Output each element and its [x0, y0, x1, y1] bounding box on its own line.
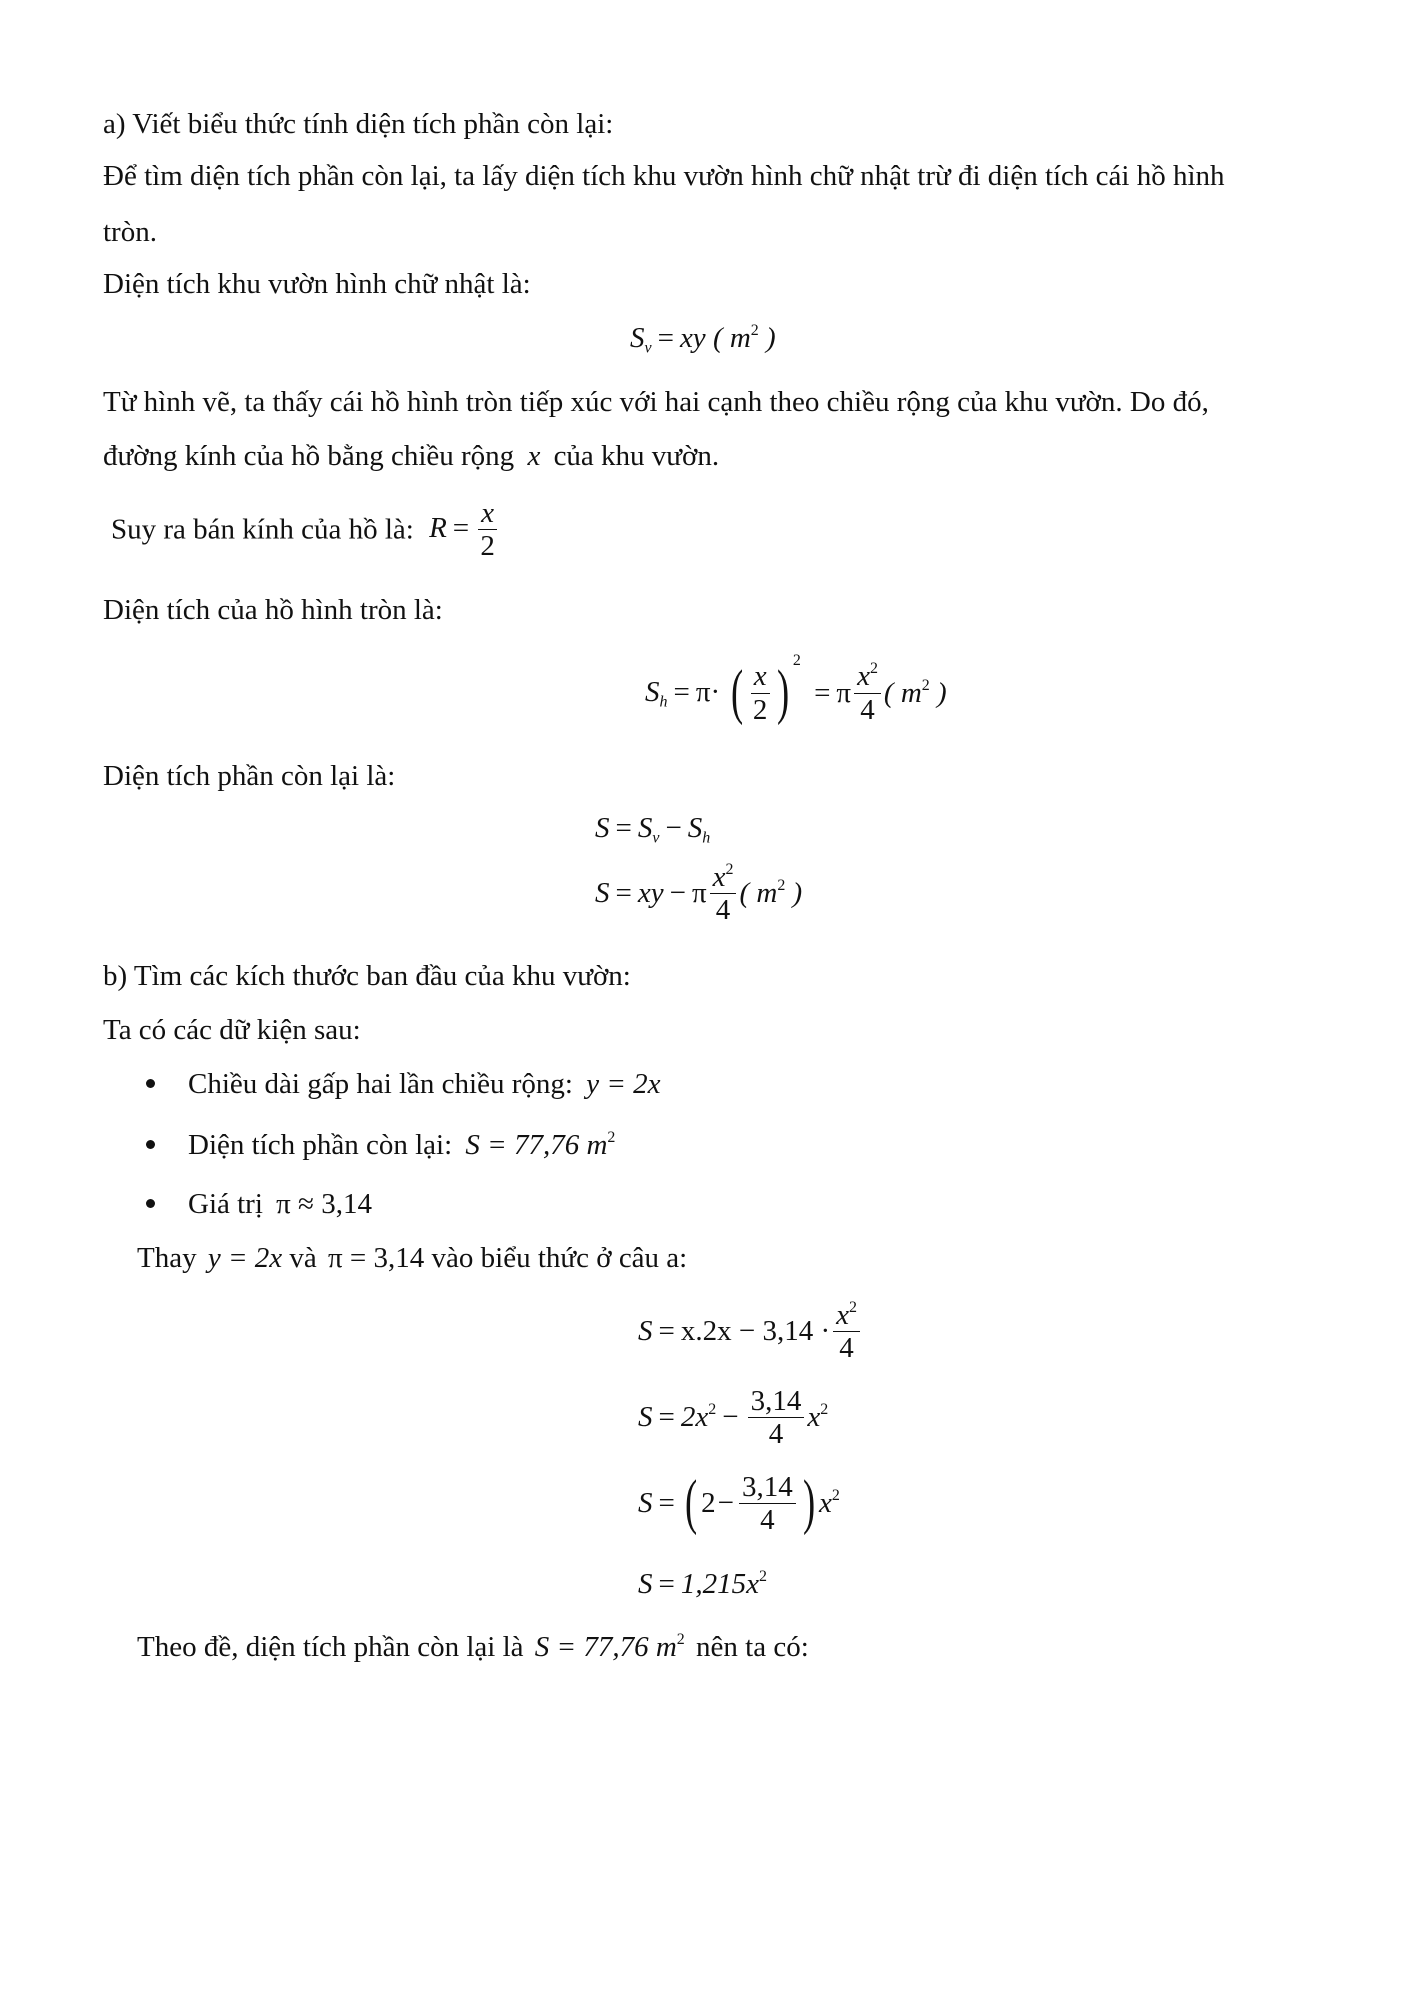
formula-sup: 2 — [758, 1568, 767, 1586]
formula-var: S — [645, 675, 660, 708]
conclusion-math-sup: 2 — [676, 1631, 685, 1648]
denominator: 2 — [480, 530, 495, 563]
fraction — [739, 1472, 796, 1536]
unit-close: ) — [758, 322, 776, 354]
fraction — [710, 862, 737, 926]
minus: − — [717, 1487, 734, 1520]
fraction — [748, 1386, 805, 1450]
term: x — [819, 1487, 832, 1520]
observation-text-end: của khu vườn. — [553, 440, 720, 472]
formula-var: S — [638, 1401, 653, 1434]
bullet-text: Chiều dài gấp hai lần chiều rộng: — [188, 1068, 573, 1100]
unit: ( m — [739, 877, 778, 910]
list-item — [146, 1070, 661, 1099]
formula-var: S — [638, 1568, 653, 1600]
denominator: 4 — [760, 1504, 775, 1537]
remaining-formula-1: $S = S_v - S_h$ — [595, 812, 711, 847]
radius-formula: R = $\frac{x}{2}$ — [429, 512, 500, 544]
fraction — [854, 661, 881, 725]
garden-area-label: Diện tích khu vườn hình chữ nhật là: — [103, 268, 531, 300]
formula-var: S — [595, 812, 610, 844]
term-sup: 2 — [831, 1487, 840, 1505]
denominator: 4 — [860, 693, 875, 726]
bullet-math-sup: 2 — [607, 1129, 616, 1146]
formula-sub: v — [644, 339, 652, 357]
unit-sup: 2 — [750, 322, 759, 340]
radius-line — [111, 498, 500, 562]
bullet-icon — [146, 1079, 155, 1088]
term: 2 — [701, 1487, 716, 1520]
pi-symbol: π — [691, 877, 707, 910]
formula-rhs: x.2x − 3,14 · — [680, 1315, 831, 1348]
substitute-text: và — [289, 1242, 317, 1274]
fraction — [833, 1300, 860, 1364]
bullet-text: Diện tích phần còn lại: — [188, 1128, 453, 1161]
substitute-math: y = 2x — [207, 1242, 283, 1274]
unit-close: ) — [785, 877, 803, 910]
conclusion-line — [137, 1632, 809, 1662]
conclusion-math: S = 77,76 m — [534, 1630, 677, 1663]
term-sup: 2 — [708, 1401, 717, 1419]
intro-line-2: tròn. — [103, 216, 157, 248]
pi-symbol: π — [836, 676, 852, 709]
bullet-icon — [146, 1199, 155, 1208]
bullet-icon — [146, 1140, 155, 1149]
fraction — [478, 498, 497, 562]
substitute-math: π = 3,14 — [328, 1242, 425, 1274]
term: S — [687, 812, 703, 844]
unit-sup: 2 — [777, 877, 786, 895]
denominator: 4 — [715, 894, 731, 927]
observation-text: đường kính của hồ bằng chiều rộng — [103, 440, 515, 472]
numerator-sup: 2 — [849, 1299, 857, 1317]
minus: − — [669, 877, 686, 910]
term: 2x — [680, 1401, 709, 1434]
numerator-sup: 2 — [725, 861, 734, 879]
fraction — [751, 661, 770, 725]
formula-sub: h — [659, 693, 668, 711]
observation-line-2 — [103, 442, 719, 471]
pond-area-formula: $S_h = \pi\cdot$ ( $\frac{x}{2}$ ) $^2$ = π $\frac{x^2}{4}$ ( $m^2$ ) — [645, 652, 947, 726]
exponent: 2 — [792, 652, 801, 669]
term: S — [637, 812, 653, 844]
numerator: x — [857, 660, 870, 693]
bullet-math: y = 2x — [586, 1068, 661, 1100]
conclusion-text-end: nên ta có: — [696, 1630, 809, 1663]
step-3: S = ( 2− $\frac{3,14}{4}$ ) $x^2$ — [638, 1469, 840, 1537]
numerator: 3,14 — [739, 1472, 796, 1504]
variable-x: x — [527, 440, 541, 472]
unit-sup: 2 — [921, 676, 930, 694]
bullet-text: Giá trị — [188, 1188, 263, 1220]
radius-label: Suy ra bán kính của hồ là: — [111, 513, 414, 546]
bullet-math: π ≈ 3,14 — [276, 1188, 372, 1220]
unit: ( m — [883, 676, 922, 709]
pond-area-label: Diện tích của hồ hình tròn là: — [103, 594, 443, 626]
bullet-math: S = 77,76 m — [465, 1128, 608, 1161]
garden-area-formula: $S_v$ = xy ( $m^2$ ) — [630, 322, 776, 357]
numerator: x — [751, 661, 770, 693]
numerator: x — [712, 861, 726, 893]
numerator: x — [478, 498, 497, 530]
unit: ( m — [712, 322, 751, 354]
formula-var: R — [429, 511, 447, 544]
minus: − — [722, 1401, 739, 1434]
formula-var: S — [638, 1315, 653, 1348]
term: x — [807, 1401, 821, 1434]
formula-var: S — [638, 1487, 653, 1520]
term-sub: v — [652, 829, 660, 847]
numerator: 3,14 — [748, 1386, 805, 1418]
observation-line-1: Từ hình vẽ, ta thấy cái hồ hình tròn tiếp xúc với hai cạnh theo chiều rộng của khu vườn. Do đó, — [103, 386, 1209, 418]
term: xy — [637, 877, 664, 910]
formula-rhs: 1,215x — [680, 1568, 759, 1600]
intro-line-1: Để tìm diện tích phần còn lại, ta lấy diện tích khu vườn hình chữ nhật trừ đi diện tích cái hồ hình — [103, 160, 1225, 192]
formula-rhs: xy — [679, 322, 706, 354]
term-sub: h — [702, 829, 711, 847]
step-1: S = x.2x − 3,14 · $\frac{x^2}{4}$ — [638, 1300, 863, 1364]
pi-symbol: π — [695, 675, 711, 708]
unit-close: ) — [929, 676, 947, 709]
minus: − — [665, 812, 682, 844]
dot-operator: · — [710, 675, 721, 708]
substitute-line — [137, 1244, 687, 1273]
part-b-heading: b) Tìm các kích thước ban đầu của khu vườn: — [103, 960, 631, 992]
remaining-formula-2: S = xy − π $\frac{x^2}{4}$ ( $m^2$ ) — [595, 861, 803, 927]
formula-var: S — [630, 322, 645, 354]
remaining-label: Diện tích phần còn lại là: — [103, 760, 396, 792]
term-sup: 2 — [820, 1401, 829, 1419]
denominator: 2 — [752, 693, 768, 726]
list-item — [146, 1130, 615, 1160]
step-4: $S = 1,215x^2$ — [638, 1568, 767, 1600]
substitute-text: vào biểu thức ở câu a: — [431, 1242, 688, 1274]
step-2: $S = 2x^2$ − $\frac{3,14}{4}$ $x^2$ — [638, 1385, 829, 1451]
list-item — [146, 1190, 372, 1219]
conclusion-text: Theo đề, diện tích phần còn lại là — [137, 1630, 524, 1663]
numerator: x — [836, 1299, 849, 1331]
part-a-heading: a) Viết biểu thức tính diện tích phần còn lại: — [103, 108, 614, 140]
substitute-text: Thay — [137, 1242, 197, 1274]
given-label: Ta có các dữ kiện sau: — [103, 1014, 361, 1046]
denominator: 4 — [839, 1332, 854, 1365]
denominator: 4 — [768, 1418, 784, 1451]
numerator-sup: 2 — [869, 660, 878, 678]
formula-var: S — [595, 877, 610, 910]
